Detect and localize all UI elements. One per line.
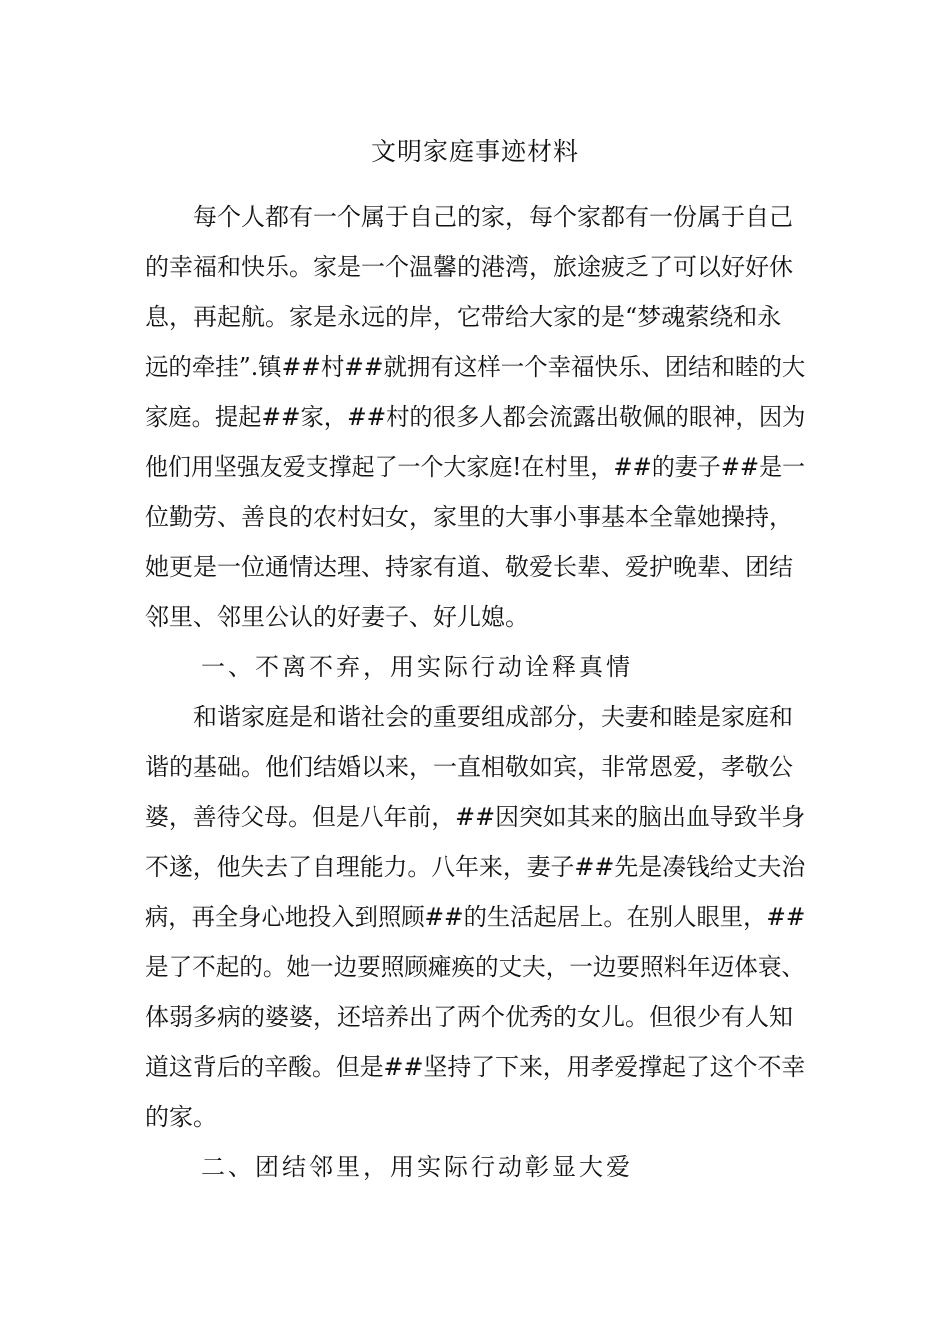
paragraph-line: 家庭。提起##家，##村的很多人都会流露出敬佩的眼神，因为 [145, 403, 806, 431]
paragraph-line: 的幸福和快乐。家是一个温馨的港湾，旅途疲乏了可以好好休 [145, 253, 793, 281]
paragraph-line: 他们用坚强友爱支撑起了一个大家庭!在村里，##的妻子##是一 [145, 453, 806, 481]
paragraph-line: 她更是一位通情达理、持家有道、敬爱长辈、爱护晚辈、团结 [145, 553, 793, 581]
paragraph-line: 位勤劳、善良的农村妇女，家里的大事小事基本全靠她操持， [145, 503, 793, 531]
paragraph-line: 每个人都有一个属于自己的家，每个家都有一份属于自己 [193, 203, 793, 231]
paragraph-line: 和谐家庭是和谐社会的重要组成部分，夫妻和睦是家庭和 [193, 703, 793, 731]
paragraph-line: 是了不起的。她一边要照顾瘫痪的丈夫，一边要照料年迈体衰、 [145, 953, 805, 981]
document-title: 文明家庭事迹材料 [370, 137, 579, 166]
paragraph-line: 不遂，他失去了自理能力。八年来，妻子##先是凑钱给丈夫治 [145, 853, 806, 881]
paragraph-line: 邻里、邻里公认的好妻子、好儿媳。 [145, 603, 529, 631]
paragraph-line: 谐的基础。他们结婚以来，一直相敬如宾，非常恩爱，孝敬公 [145, 753, 793, 781]
section-heading: 二、团结邻里，用实际行动彰显大爱 [201, 1153, 633, 1181]
paragraph-line: 体弱多病的婆婆，还培养出了两个优秀的女儿。但很少有人知 [145, 1003, 793, 1031]
paragraph-line: 的家。 [145, 1103, 217, 1131]
paragraph-line: 道这背后的辛酸。但是##坚持了下来，用孝爱撑起了这个不幸 [145, 1053, 806, 1081]
paragraph-line: 息，再起航。家是永远的岸，它带给大家的是“梦魂萦绕和永 [145, 303, 782, 331]
section-heading: 一、不离不弃，用实际行动诠释真情 [201, 653, 633, 681]
paragraph-line: 远的牵挂”.镇##村##就拥有这样一个幸福快乐、团结和睦的大 [145, 353, 806, 381]
paragraph-line: 病，再全身心地投入到照顾##的生活起居上。在别人眼里，## [145, 903, 806, 931]
paragraph-line: 婆，善待父母。但是八年前，##因突如其来的脑出血导致半身 [145, 803, 806, 831]
